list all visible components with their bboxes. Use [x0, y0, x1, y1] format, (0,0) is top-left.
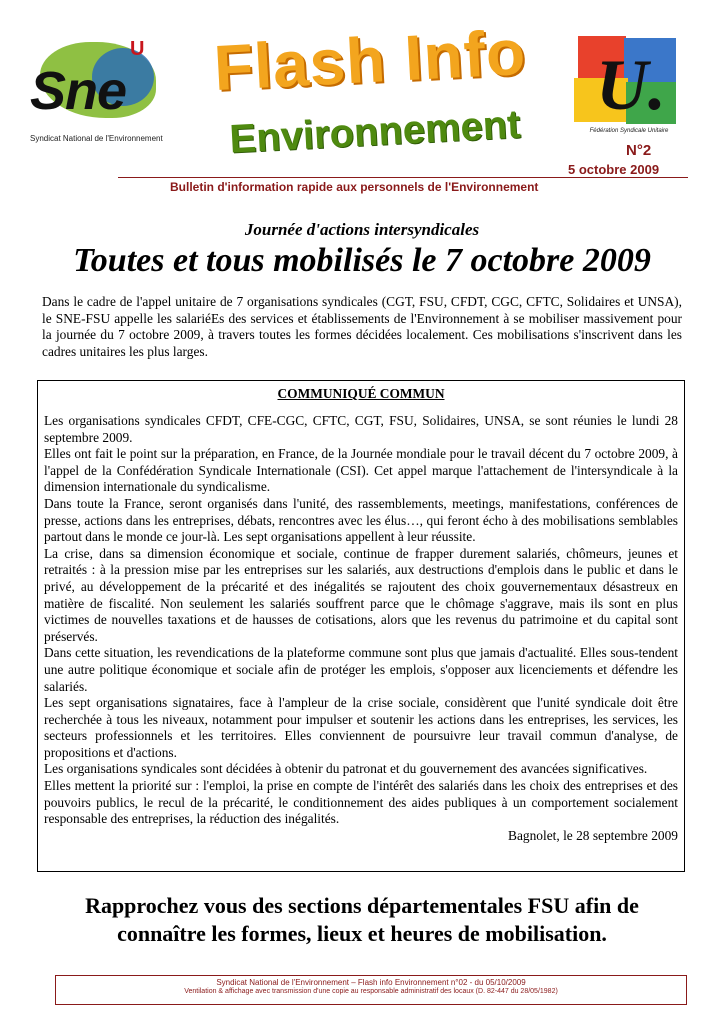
communique-paragraph: Elles mettent la priorité sur : l'emploi, la prise en compte de l'intérêt des salariés dans les choix des entreprises et des pouvoirs publics, le recul de la précarité, le conditionnement des aides publiques à un comportement socialement responsable des entreprises, la réduction des inégalités. — [44, 778, 678, 827]
communique-paragraph: La crise, dans sa dimension économique et sociale, continue de frapper durement salariés, chômeurs, jeunes et retraités : à la pression mise par les entreprises sur les salariés, aux destructions d'emplois dans le public et dans le privé, au développement de la précarité et des inégalités se rajoutent des choix gouvernementaux désastreux en matière de fiscalité. Non seulement les salariés souffrent parce que le chômage s'aggrave, mais ils sont en plus victimes de nouvelles taxations et de hausses de cotisations, alors que les revenus du patrimoine et du capital sont préservés. — [44, 545, 678, 644]
callout-line-2: connaître les formes, lieux et heures de mobilisation. — [117, 921, 607, 946]
article-intro — [42, 294, 682, 360]
environnement-title: Environnement — [228, 102, 522, 162]
header-divider — [118, 177, 688, 178]
flash-info-title: Flash Info — [212, 15, 528, 105]
mobilisation-callout — [0, 892, 724, 948]
fsu-logo — [574, 36, 684, 132]
page-footer — [55, 975, 687, 1005]
sne-caption: Syndicat National de l'Environnement — [30, 134, 163, 143]
communique-paragraph: Les sept organisations signataires, face à l'ampleur de la crise sociale, considèrent que l'unité syndicale doit être recherchée à tous les niveaux, notamment pour impulser et soutenir les actions dans les entreprises, les services, les secteurs professionnels et les territoires. Elles conviennent de poursuivre leur travail commun d'analyse, de propositions et d'actions. — [44, 695, 678, 760]
issue-number: N°2 — [626, 142, 652, 159]
bulletin-line: Bulletin d'information rapide aux personnels de l'Environnement — [170, 180, 539, 194]
communique-paragraph: Les organisations syndicales CFDT, CFE-CGC, CFTC, CGT, FSU, Solidaires, UNSA, se sont réunies le lundi 28 septembre 2009. — [44, 413, 678, 445]
sne-logo-text: Sne — [30, 61, 127, 121]
issue-date: 5 octobre 2009 — [568, 162, 660, 177]
article-title: Toutes et tous mobilisés le 7 octobre 2009 — [73, 242, 651, 279]
intro-paragraph: Dans le cadre de l'appel unitaire de 7 organisations syndicales (CGT, FSU, CFDT, CGC, CFTC, Solidaires et UNSA), le SNE-FSU appelle les salariéEs des services et établissements de l'Environnement à se mobiliser massivement pour la journée du 7 octobre 2009, à travers toutes les formes décidées localement. Ces mobilisations s'inscrivent dans les cadres unitaires les plus larges. — [42, 294, 682, 359]
communique-signature: Bagnolet, le 28 septembre 2009 — [508, 827, 678, 843]
communique-paragraph: Dans cette situation, les revendications de la plateforme commune sont plus que jamais d'actualité. Elles sous-tendent une autre politique économique et sociale afin de protéger les emplois, s'opposer aux licenciements et défendre les salariés. — [44, 645, 678, 694]
communique-heading: COMMUNIQUÉ COMMUN — [277, 386, 445, 401]
communique-paragraph: Dans toute la France, seront organisés dans l'unité, des rassemblements, meetings, manifestations, conférences de presse, actions dans les entreprises, débats, rencontres avec les élus…, qui feront écho à des mobilisations semblables partout dans le monde ce jour-là. Les sept organisations appellent à leur réussite. — [44, 495, 678, 545]
article-kicker: Journée d'actions intersyndicales — [244, 220, 480, 239]
communique-paragraph: Elles ont fait le point sur la préparation, en France, de la Journée mondiale pour le travail décent du 7 octobre 2009, à l'appel de la Confédération Syndicale Internationale (CSI). Cet appel marque l'attachement de l'intersyndicale à la dimension internationale du syndicalisme. — [44, 446, 678, 495]
communique-body — [44, 413, 678, 828]
footer-line-2: Ventilation & affichage avec transmission d'une copie au responsable administratif des locaux (D. 82-447 du 28/05/1982) — [184, 988, 558, 995]
callout-line-1: Rapprochez vous des sections départementales FSU afin de — [85, 893, 639, 918]
sne-logo-u-badge: U — [130, 38, 145, 60]
communique-box — [37, 380, 685, 872]
fsu-caption: Fédération Syndicale Unitaire — [589, 128, 669, 134]
fsu-logo-letter: U. — [596, 45, 666, 125]
communique-paragraph: Les organisations syndicales sont décidées à obtenir du patronat et du gouvernement des avancées significatives. — [44, 761, 648, 777]
sne-logo — [30, 38, 170, 148]
footer-line-1: Syndicat National de l'Environnement – Flash info Environnement n°02 - du 05/10/2009 — [216, 978, 526, 987]
